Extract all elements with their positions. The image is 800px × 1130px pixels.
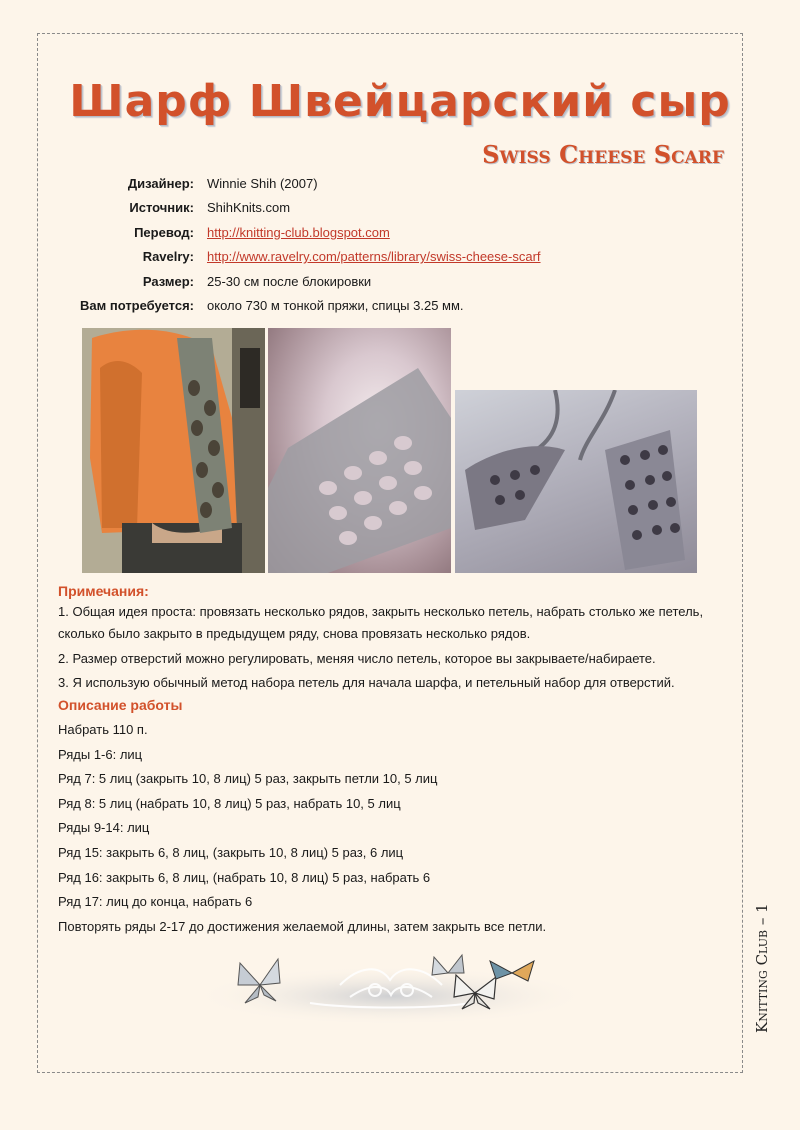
- info-row-materials: [60, 294, 541, 318]
- pattern-instructions: [58, 718, 546, 939]
- info-row-source: [60, 196, 541, 220]
- pattern-line: Набрать 110 п.: [58, 722, 148, 737]
- info-label: Дизайнер:: [127, 176, 194, 191]
- pattern-info: [60, 172, 541, 318]
- photo-scarf-worn: [82, 328, 265, 573]
- butterfly-ornament: [190, 945, 592, 1025]
- info-row-ravelry: [60, 245, 541, 269]
- pattern-line: Ряд 7: 5 лиц (закрыть 10, 8 лиц) 5 раз, закрыть петли 10, 5 лиц: [58, 771, 438, 787]
- pattern-line: Ряды 1-6: лиц: [58, 746, 143, 762]
- info-value: Winnie Shih (2007): [207, 176, 318, 191]
- pattern-line: Ряд 16: закрыть 6, 8 лиц, (набрать 10, 8 лиц) 5 раз, набрать 6: [58, 869, 431, 885]
- pattern-line: Ряд 8: 5 лиц (набрать 10, 8 лиц) 5 раз, набрать 10, 5 лиц: [58, 795, 401, 811]
- photo-scarf-hanging: [455, 390, 697, 573]
- info-value: ShihKnits.com: [207, 200, 291, 216]
- photo-scarf-closeup: [268, 328, 451, 573]
- note-3: 3. Я использую обычный метод набора петель для начала шарфа, и петельный набор для отверстий.: [58, 675, 675, 690]
- info-label: Ravelry:: [142, 249, 194, 265]
- info-row-size: [60, 270, 541, 294]
- page-subtitle: Swiss Cheese Scarf: [482, 140, 724, 169]
- pattern-line: Повторять ряды 2-17 до достижения желаемой длины, затем закрыть все петли.: [58, 918, 547, 934]
- page-title: Шарф Швейцарский сыр: [69, 76, 731, 127]
- pattern-line: Ряды 9-14: лиц: [58, 820, 150, 836]
- info-label: Перевод:: [134, 224, 194, 240]
- info-value: около 730 м тонкой пряжи, спицы 3.25 мм.: [207, 298, 464, 314]
- pattern-heading: Описание работы: [58, 697, 183, 713]
- pattern-line: Ряд 15: закрыть 6, 8 лиц, (закрыть 10, 8 лиц) 5 раз, 6 лиц: [58, 844, 404, 860]
- footer-club-label: Knitting Club – 1: [753, 903, 771, 1033]
- info-label: Источник:: [129, 200, 194, 216]
- note-2: 2. Размер отверстий можно регулировать, меняя число петель, которое вы закрываете/набираете.: [58, 651, 656, 666]
- info-row-designer: [60, 172, 541, 196]
- translation-link[interactable]: http://knitting-club.blogspot.com: [207, 224, 390, 240]
- info-row-translation: [60, 221, 541, 245]
- note-1: 1. Общая идея проста: провязать несколько рядов, закрыть несколько петель, набрать столько же петель, сколько было закрыто в предыдущем ряду, снова провязать несколько рядов.: [58, 604, 704, 641]
- ravelry-link[interactable]: http://www.ravelry.com/patterns/library/swiss-cheese-scarf: [207, 249, 541, 265]
- pattern-line: Ряд 17: лиц до конца, набрать 6: [58, 894, 253, 910]
- notes-heading: Примечания:: [58, 583, 149, 599]
- info-label: Размер:: [142, 273, 194, 289]
- info-label: Вам потребуется:: [80, 298, 194, 314]
- info-value: 25-30 см после блокировки: [207, 273, 372, 289]
